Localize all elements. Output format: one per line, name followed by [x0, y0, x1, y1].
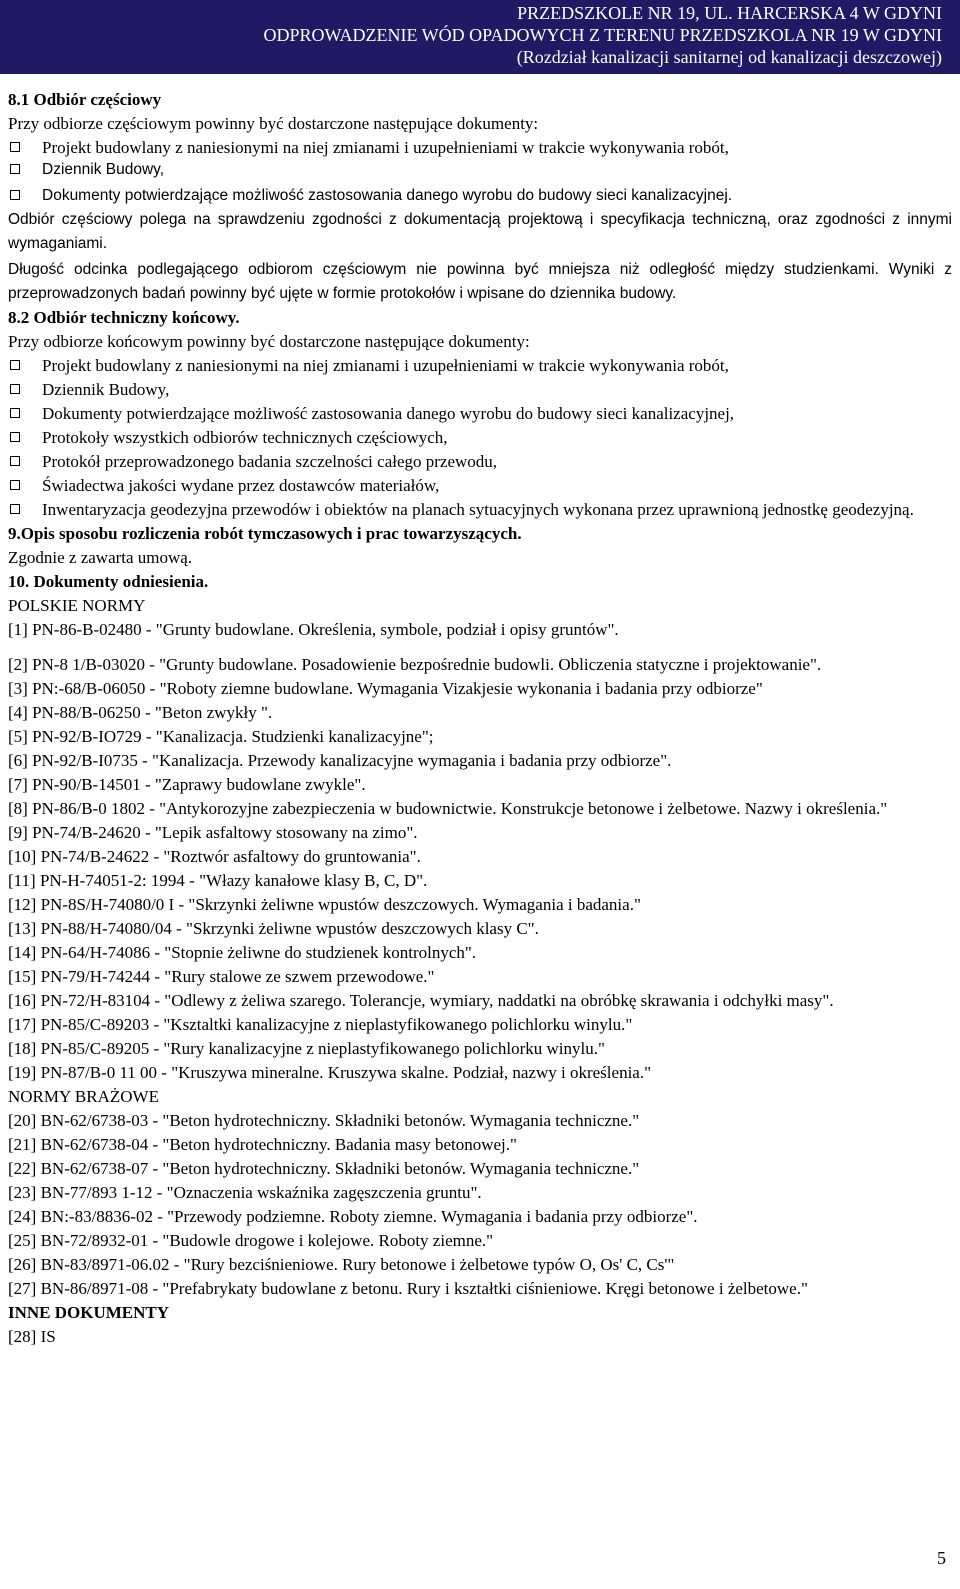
section-8-2-intro: Przy odbiorze końcowym powinny być dostarczone następujące dokumenty: — [8, 332, 530, 351]
reference-item: [3] PN:-68/B-06050 - "Roboty ziemne budowlane. Wymagania Vizakjesie wykonania i badania przy odbiorze" — [8, 679, 763, 698]
header-line-3: (Rozdział kanalizacji sanitarnej od kanalizacji deszczowej) — [516, 47, 942, 67]
checkbox-bullet-icon — [8, 160, 42, 180]
section-8-1-intro: Przy odbiorze częściowym powinny być dostarczone następujące dokumenty: — [8, 114, 539, 133]
checkbox-bullet-icon — [8, 378, 42, 402]
reference-item: [19] PN-87/B-0 11 00 - "Kruszywa mineralne. Kruszywa skalne. Podział, nazwy i określenia." — [8, 1063, 652, 1082]
document-header — [0, 0, 960, 74]
checkbox-bullet-icon — [8, 498, 42, 522]
reference-item: [16] PN-72/H-83104 - "Odlewy z żeliwa szarego. Tolerancje, wymiary, naddatki na obróbkę skrawania i odchyłki masy". — [8, 991, 834, 1010]
reference-item: [18] PN-85/C-89205 - "Rury kanalizacyjne z nieplastyfikowanego polichlorku winylu." — [8, 1039, 605, 1058]
reference-item: [20] BN-62/6738-03 - "Beton hydrotechniczny. Składniki betonów. Wymagania techniczne." — [8, 1111, 640, 1130]
reference-item: [14] PN-64/H-74086 - "Stopnie żeliwne do studzienek kontrolnych". — [8, 943, 477, 962]
reference-item: [27] BN-86/8971-08 - "Prefabrykaty budowlane z betonu. Rury i kształtki ciśnieniowe. Kręgi betonowe i żelbetowe." — [8, 1279, 808, 1298]
normy-branzowe-heading: NORMY BRAŻOWE — [8, 1087, 159, 1106]
bullet-item: Protokoły wszystkich odbiorów technicznych częściowych, — [8, 426, 952, 450]
reference-item: [15] PN-79/H-74244 - "Rury stalowe ze szwem przewodowe." — [8, 967, 435, 986]
reference-item: [26] BN-83/8971-06.02 - "Rury bezciśnieniowe. Rury betonowe i żelbetowe typów O, Os' C, Cs'" — [8, 1255, 675, 1274]
reference-item: [7] PN-90/B-14501 - "Zaprawy budowlane zwykle". — [8, 775, 366, 794]
checkbox-bullet-icon — [8, 402, 42, 426]
reference-item: [8] PN-86/B-0 1802 - "Antykorozyjne zabezpieczenia w budownictwie. Konstrukcje betonowe i żelbetowe. Nazwy i określenia." — [8, 799, 888, 818]
reference-item: [21] BN-62/6738-04 - "Beton hydrotechniczny. Badania masy betonowej." — [8, 1135, 517, 1154]
bullet-item: Projekt budowlany z naniesionymi na niej zmianami i uzupełnieniami w trakcie wykonywania robót, — [8, 354, 952, 378]
checkbox-bullet-icon — [8, 136, 42, 160]
header-line-1: PRZEDSZKOLE NR 19, UL. HARCERSKA 4 W GDYNI — [517, 3, 942, 23]
inne-dokumenty-heading: INNE DOKUMENTY — [8, 1303, 170, 1322]
reference-item: [24] BN:-83/8836-02 - "Przewody podziemne. Roboty ziemne. Wymagania i badania przy odbiorze". — [8, 1207, 698, 1226]
bullet-item: Świadectwa jakości wydane przez dostawców materiałów, — [8, 474, 952, 498]
reference-item: [28] IS — [8, 1327, 56, 1346]
section-8-1-paragraph-2: Długość odcinka podlegającego odbiorom częściowym nie powinna być mniejsza niż odległość między studzienkami. Wyniki z przeprowadzonych badań powinny być ujęte w formie protokołów i wpisane do dziennika budowy. — [8, 261, 952, 302]
reference-item: [25] BN-72/8932-01 - "Budowle drogowe i kolejowe. Roboty ziemne." — [8, 1231, 494, 1250]
reference-item: [13] PN-88/H-74080/04 - "Skrzynki żeliwne wpustów deszczowych klasy C". — [8, 919, 539, 938]
checkbox-bullet-icon — [8, 450, 42, 474]
section-8-1-paragraph-1: Odbiór częściowy polega na sprawdzeniu zgodności z dokumentacją projektową i specyfikacja techniczną, oraz zgodności z innymi wymaganiami. — [8, 211, 952, 252]
header-line-2: ODPROWADZENIE WÓD OPADOWYCH Z TERENU PRZEDSZKOLA NR 19 W GDYNI — [263, 25, 942, 45]
bullet-item: Dziennik Budowy, — [8, 378, 952, 402]
bullet-item: Inwentaryzacja geodezyjna przewodów i obiektów na planach sytuacyjnych wykonana przez uprawnioną jednostkę geodezyjną. — [8, 498, 952, 522]
reference-item: [22] BN-62/6738-07 - "Beton hydrotechniczny. Składniki betonów. Wymagania techniczne." — [8, 1159, 640, 1178]
page-number: 5 — [937, 1548, 946, 1568]
reference-item: [10] PN-74/B-24622 - "Roztwór asfaltowy do gruntowania". — [8, 847, 421, 866]
section-9-title: 9.Opis sposobu rozliczenia robót tymczasowych i prac towarzyszących. — [8, 524, 522, 543]
bullet-item: Projekt budowlany z naniesionymi na niej zmianami i uzupełnieniami w trakcie wykonywania robót, — [8, 136, 952, 160]
checkbox-bullet-icon — [8, 426, 42, 450]
reference-item: [23] BN-77/893 1-12 - "Oznaczenia wskaźnika zagęszczenia gruntu". — [8, 1183, 482, 1202]
bullet-item: Dziennik Budowy, — [8, 160, 952, 180]
reference-item: [9] PN-74/B-24620 - "Lepik asfaltowy stosowany na zimo". — [8, 823, 418, 842]
section-9-text: Zgodnie z zawarta umową. — [8, 548, 193, 567]
reference-item: [17] PN-85/C-89203 - "Ksztaltki kanalizacyjne z nieplastyfikowanego polichlorku winylu." — [8, 1015, 633, 1034]
reference-item: [1] PN-86-B-02480 - "Grunty budowlane. Określenia, symbole, podział i opisy gruntów". — [8, 620, 619, 639]
bullet-item: Protokół przeprowadzonego badania szczelności całego przewodu, — [8, 450, 952, 474]
section-8-1-title: 8.1 Odbiór częściowy — [8, 90, 162, 109]
reference-item: [12] PN-8S/H-74080/0 I - "Skrzynki żeliwne wpustów deszczowych. Wymagania i badania." — [8, 895, 641, 914]
reference-item: [4] PN-88/B-06250 - "Beton zwykły ". — [8, 703, 273, 722]
reference-item: [5] PN-92/B-IO729 - "Kanalizacja. Studzienki kanalizacyjne"; — [8, 727, 434, 746]
section-8-2-title: 8.2 Odbiór techniczny końcowy. — [8, 308, 240, 327]
reference-item: [2] PN-8 1/B-03020 - "Grunty budowlane. Posadowienie bezpośrednie budowli. Obliczenia statyczne i projektowanie". — [8, 655, 822, 674]
checkbox-bullet-icon — [8, 354, 42, 378]
checkbox-bullet-icon — [8, 474, 42, 498]
polskie-normy-heading: POLSKIE NORMY — [8, 596, 146, 615]
bullet-item: Dokumenty potwierdzające możliwość zastosowania danego wyrobu do budowy sieci kanalizacyjnej. — [8, 186, 952, 206]
reference-item: [6] PN-92/B-I0735 - "Kanalizacja. Przewody kanalizacyjne wymagania i badania przy odbiorze". — [8, 751, 672, 770]
document-body — [8, 88, 952, 1349]
checkbox-bullet-icon — [8, 186, 42, 206]
section-10-title: 10. Dokumenty odniesienia. — [8, 572, 209, 591]
bullet-item: Dokumenty potwierdzające możliwość zastosowania danego wyrobu do budowy sieci kanalizacyjnej, — [8, 402, 952, 426]
reference-item: [11] PN-H-74051-2: 1994 - "Włazy kanałowe klasy B, C, D". — [8, 871, 428, 890]
